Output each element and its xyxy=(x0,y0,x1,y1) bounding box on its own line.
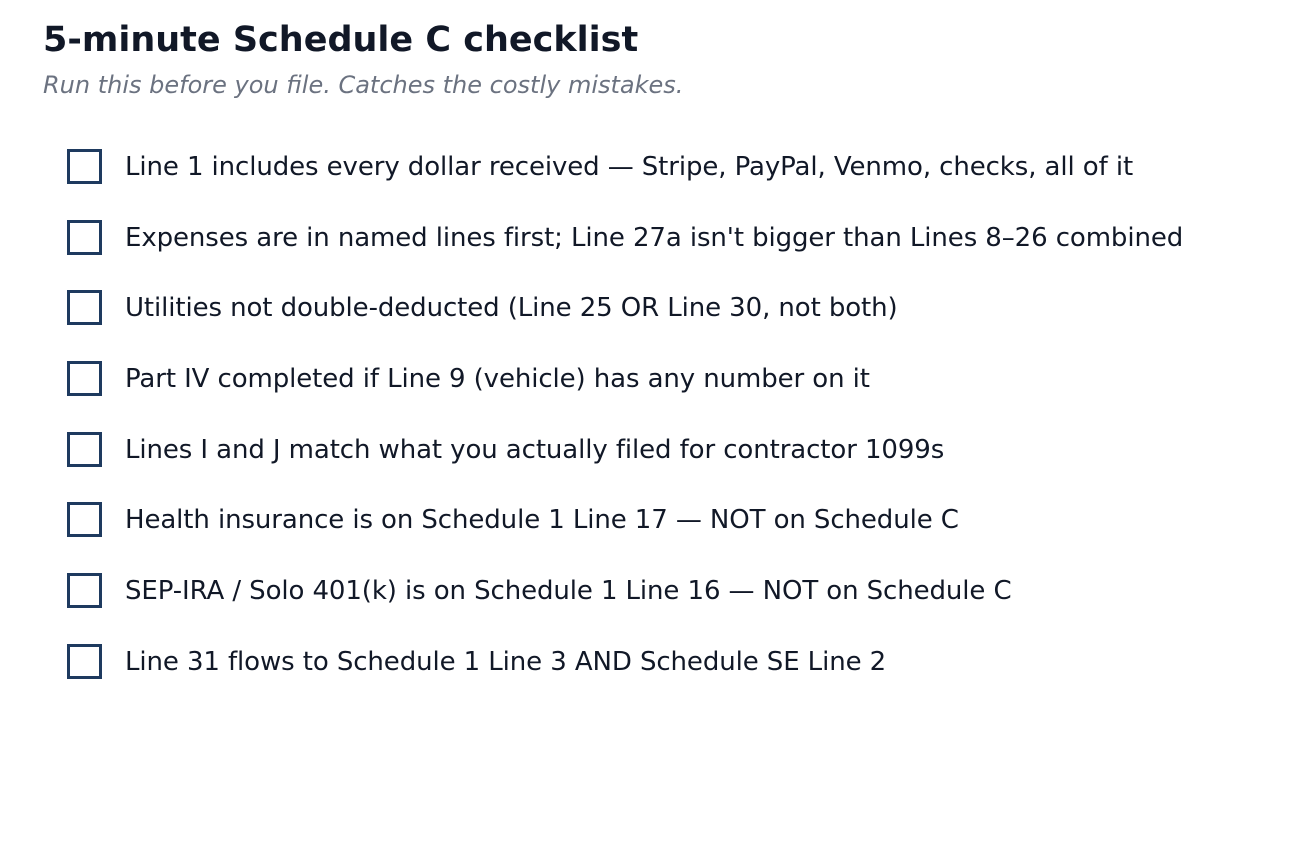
checkbox[interactable] xyxy=(67,432,102,467)
checkbox[interactable] xyxy=(67,361,102,396)
checklist-item-label: SEP-IRA / Solo 401(k) is on Schedule 1 Line 16 — NOT on Schedule C xyxy=(125,576,1012,607)
checklist-item-label: Lines I and J match what you actually filed for contractor 1099s xyxy=(125,434,945,465)
checklist-item-label: Part IV completed if Line 9 (vehicle) has any number on it xyxy=(125,364,870,395)
checklist-item-label: Utilities not double-deducted (Line 25 OR Line 30, not both) xyxy=(125,293,898,324)
checkbox[interactable] xyxy=(67,290,102,325)
checklist-item-label: Expenses are in named lines first; Line 27a isn't bigger than Lines 8–26 combined xyxy=(125,222,1184,253)
page-title: 5-minute Schedule C checklist xyxy=(43,20,639,60)
checkbox[interactable] xyxy=(67,573,102,608)
checklist-item-label: Line 1 includes every dollar received — Stripe, PayPal, Venmo, checks, all of it xyxy=(125,152,1134,182)
checkbox[interactable] xyxy=(67,644,102,679)
page-subtitle: Run this before you file. Catches the costly mistakes. xyxy=(43,71,684,99)
checklist-item-label: Line 31 flows to Schedule 1 Line 3 AND Schedule SE Line 2 xyxy=(125,646,887,677)
checkbox[interactable] xyxy=(67,502,102,537)
checkbox[interactable] xyxy=(67,220,102,255)
checklist-item-label: Health insurance is on Schedule 1 Line 17 — NOT on Schedule C xyxy=(125,505,959,536)
checkbox[interactable] xyxy=(67,149,102,184)
